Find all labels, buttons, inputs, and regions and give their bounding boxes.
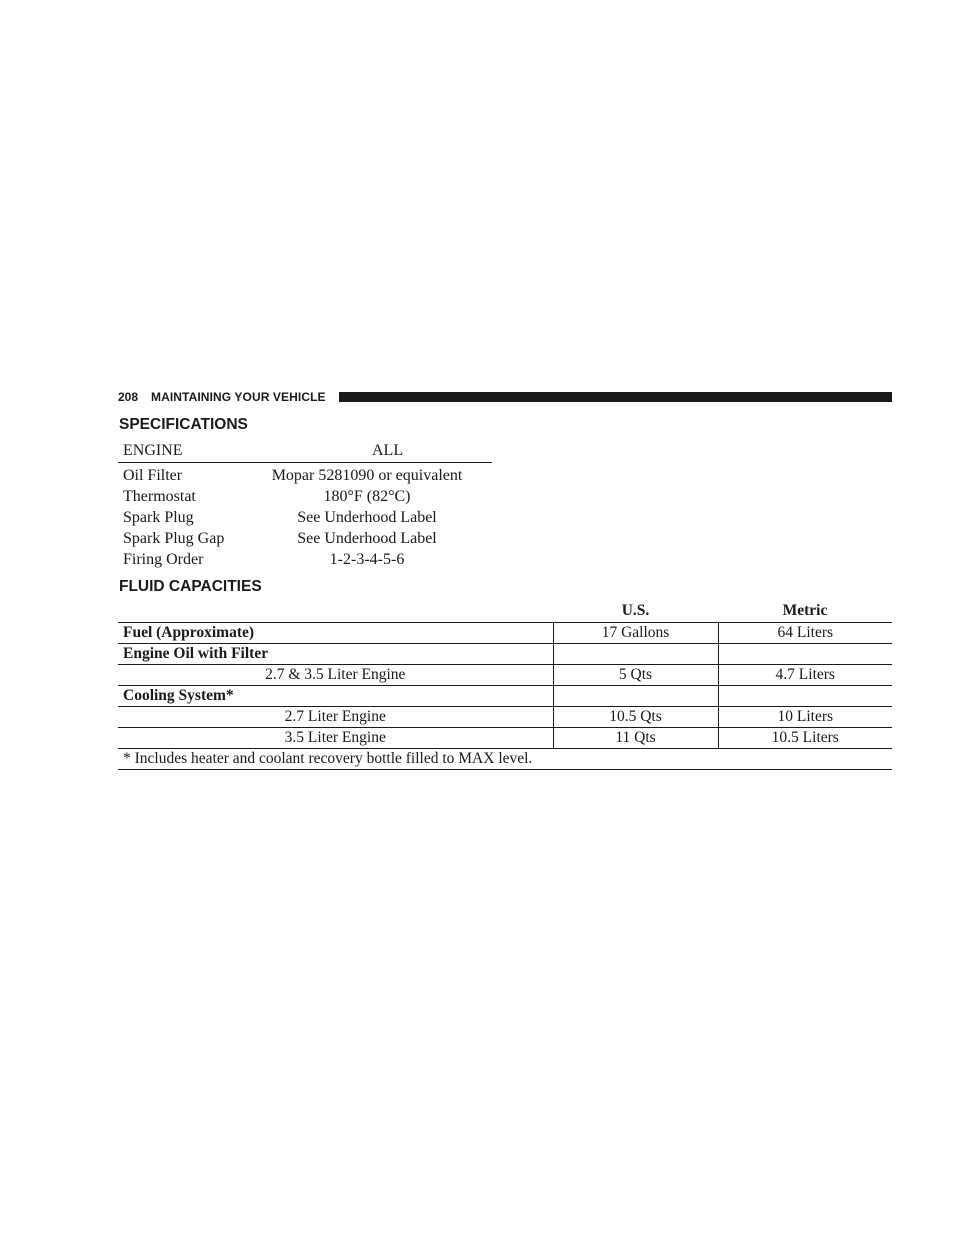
- spec-label: Oil Filter: [123, 467, 183, 484]
- spec-value: 1-2-3-4-5-6: [329, 551, 405, 568]
- fluid-label: Cooling System*: [118, 686, 553, 707]
- fluid-label: Fuel (Approximate): [118, 623, 553, 644]
- spec-row-thermostat: [118, 488, 492, 509]
- specifications-header-row: [118, 440, 492, 463]
- spec-row-spark-plug: [118, 509, 492, 530]
- section-title: MAINTAINING YOUR VEHICLE: [151, 390, 326, 404]
- spec-row-oil-filter: [118, 467, 492, 488]
- spec-label: Firing Order: [123, 551, 204, 568]
- footnote-row: [118, 749, 892, 770]
- table-row: [118, 665, 892, 686]
- table-row: [118, 644, 892, 665]
- specifications-heading: SPECIFICATIONS: [119, 416, 248, 433]
- metric-value: [718, 686, 892, 707]
- table-row: [118, 728, 892, 749]
- table-row: [118, 686, 892, 707]
- spec-label: Spark Plug: [123, 509, 194, 526]
- metric-value: 10.5 Liters: [718, 728, 892, 749]
- spec-value: See Underhood Label: [297, 530, 437, 547]
- us-value: 5 Qts: [553, 665, 718, 686]
- us-value: 11 Qts: [553, 728, 718, 749]
- spec-row-firing-order: [118, 551, 492, 572]
- us-value: 10.5 Qts: [553, 707, 718, 728]
- us-value: 17 Gallons: [553, 623, 718, 644]
- fluid-capacities-heading: FLUID CAPACITIES: [119, 578, 262, 595]
- spec-label: Thermostat: [123, 488, 196, 505]
- fluid-capacities-table: [118, 622, 892, 770]
- metric-column-header: Metric: [782, 602, 828, 619]
- table-row: [118, 623, 892, 644]
- us-value: [553, 644, 718, 665]
- all-column-header: ALL: [372, 442, 404, 459]
- fluid-label: Engine Oil with Filter: [118, 644, 553, 665]
- us-value: [553, 686, 718, 707]
- fluid-label: 2.7 Liter Engine: [118, 707, 553, 728]
- spec-row-spark-plug-gap: [118, 530, 492, 551]
- page-header: [118, 389, 892, 407]
- header-rule: [339, 392, 892, 402]
- metric-value: [718, 644, 892, 665]
- fluid-label: 2.7 & 3.5 Liter Engine: [118, 665, 553, 686]
- spec-value: See Underhood Label: [297, 509, 437, 526]
- metric-value: 10 Liters: [718, 707, 892, 728]
- metric-value: 4.7 Liters: [718, 665, 892, 686]
- footnote: * Includes heater and coolant recovery bottle filled to MAX level.: [118, 749, 892, 770]
- fluid-label: 3.5 Liter Engine: [118, 728, 553, 749]
- table-row: [118, 707, 892, 728]
- spec-label: Spark Plug Gap: [123, 530, 225, 547]
- spec-value: 180°F (82°C): [323, 488, 411, 505]
- spec-value: Mopar 5281090 or equivalent: [271, 467, 463, 484]
- engine-column-header: ENGINE: [123, 442, 183, 459]
- specifications-table: [118, 440, 492, 572]
- page-number: 208: [118, 390, 139, 404]
- metric-value: 64 Liters: [718, 623, 892, 644]
- us-column-header: U.S.: [621, 602, 650, 619]
